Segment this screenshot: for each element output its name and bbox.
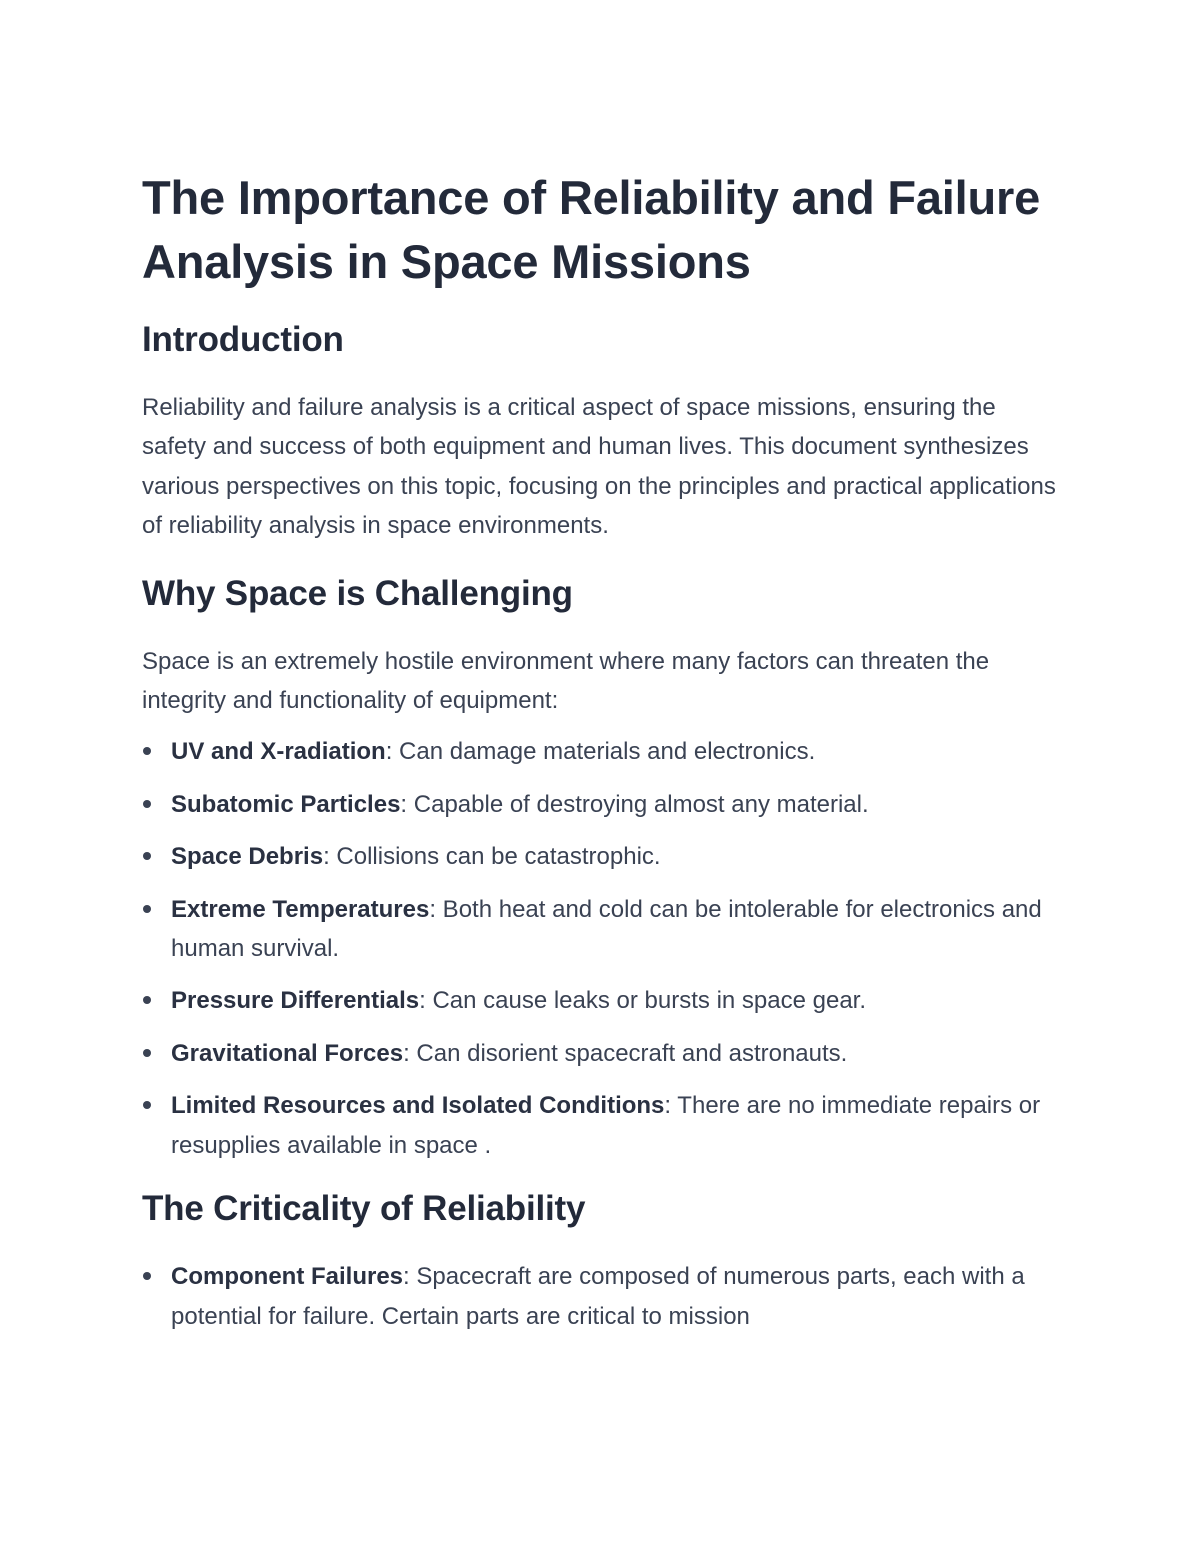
- list-item: [142, 785, 1062, 824]
- list-item: [142, 1086, 1062, 1165]
- list-item-term: Component Failures: [171, 1263, 404, 1291]
- list-item-text: : Can damage materials and electronics.: [385, 738, 816, 766]
- list-item-text: : Spacecraft are composed of numerous parts, each with a potential for failure. Certain parts are critical to mission: [171, 1263, 1025, 1330]
- space-challenges-list: [142, 732, 1062, 1165]
- bullet-icon: [143, 747, 151, 755]
- list-item-text: : Both heat and cold can be intolerable for electronics and human survival.: [171, 895, 1042, 963]
- bullet-icon: [143, 1101, 151, 1109]
- list-item-term: Limited Resources and Isolated Conditions: [171, 1092, 665, 1120]
- list-item: [142, 732, 1062, 771]
- list-item-term: Space Debris: [171, 843, 324, 871]
- section-heading-introduction: Introduction: [142, 320, 344, 359]
- section-heading-criticality: The Criticality of Reliability: [142, 1189, 586, 1229]
- bullet-icon: [143, 996, 151, 1004]
- bullet-icon: [143, 852, 151, 860]
- document-page: [142, 166, 1062, 1336]
- list-item-term: Extreme Temperatures: [171, 895, 430, 923]
- bullet-icon: [143, 800, 151, 808]
- introduction-paragraph: Reliability and failure analysis is a critical aspect of space missions, ensuring the safety and success of both equipment and human lives. This document synthesizes various perspectives on this topic, focusing on the principles and practical applications of reliability analysis in space environments.: [142, 394, 1056, 540]
- list-item-term: Gravitational Forces: [171, 1039, 404, 1067]
- list-item-text: : Capable of destroying almost any material.: [400, 790, 869, 818]
- bullet-icon: [143, 905, 151, 913]
- list-item: [142, 981, 1062, 1020]
- bullet-icon: [143, 1272, 151, 1280]
- list-item-text: : Can disorient spacecraft and astronauts.: [403, 1039, 848, 1067]
- list-item-text: : Can cause leaks or bursts in space gear.: [419, 987, 867, 1015]
- why-space-paragraph: Space is an extremely hostile environment where many factors can threaten the integrity and functionality of equipment:: [142, 647, 990, 715]
- list-item-term: UV and X-radiation: [171, 738, 386, 766]
- list-item: [142, 890, 1062, 969]
- document-title: The Importance of Reliability and Failure Analysis in Space Missions: [142, 171, 1041, 288]
- bullet-icon: [143, 1049, 151, 1057]
- list-item-term: Pressure Differentials: [171, 987, 420, 1015]
- list-item-text: : Collisions can be catastrophic.: [323, 843, 661, 871]
- list-item: [142, 837, 1062, 876]
- list-item-term: Subatomic Particles: [171, 790, 401, 818]
- list-item: [142, 1034, 1062, 1073]
- section-heading-why-space: Why Space is Challenging: [142, 573, 573, 613]
- criticality-list: [142, 1257, 1062, 1336]
- list-item-text: : There are no immediate repairs or resupplies available in space .: [171, 1092, 1041, 1159]
- list-item: [142, 1257, 1062, 1336]
